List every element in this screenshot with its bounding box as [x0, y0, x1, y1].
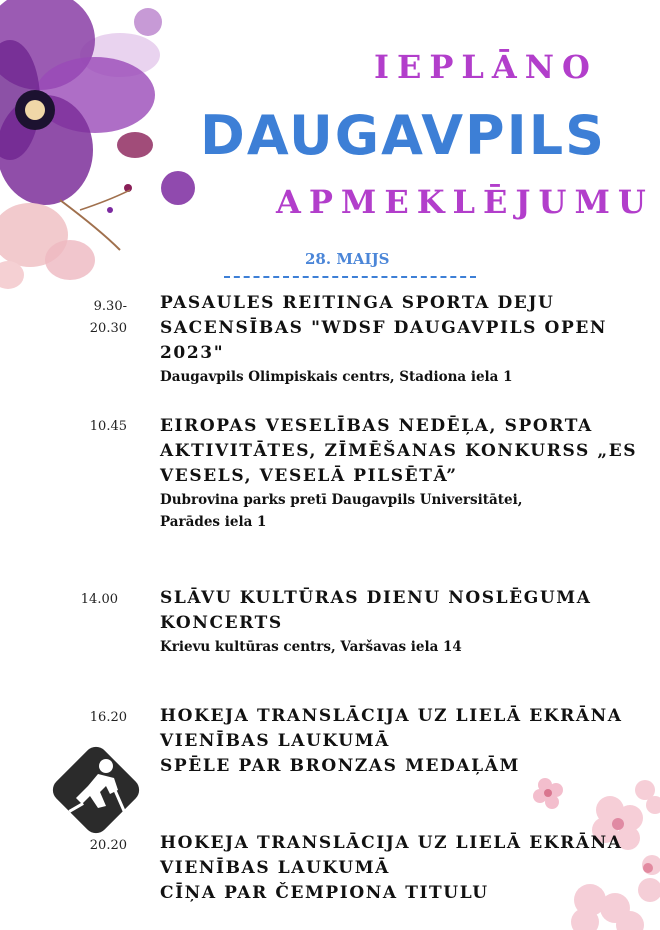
- watercolor-flower-decoration: [0, 0, 200, 300]
- event-location: Dubrovina parks pretī Daugavpils Universitātei, Parādes iela 1: [160, 492, 523, 530]
- event-time: 10.45: [89, 419, 127, 434]
- event-date: 28. MAIJS: [305, 250, 390, 268]
- event-item: [160, 704, 655, 779]
- event-location: Daugavpils Olimpiskais centrs, Stadiona iela 1: [160, 369, 513, 385]
- event-time: 16.20: [89, 710, 127, 725]
- event-title: HOKEJA TRANSLĀCIJA UZ LIELĀ EKRĀNA VIENĪBAS LAUKUMĀ CĪŅA PAR ČEMPIONA TITULU: [160, 833, 623, 903]
- dashed-divider: [224, 276, 476, 278]
- event-title: PASAULES REITINGA SPORTA DEJU SACENSĪBAS "WDSF DAUGAVPILS OPEN 2023": [160, 293, 608, 363]
- event-item: [160, 291, 655, 388]
- title-city: DAUGAVPILS: [200, 104, 607, 167]
- event-location: Krievu kultūras centrs, Varšavas iela 14: [160, 639, 462, 655]
- event-time: 20.20: [89, 838, 127, 853]
- event-title: SLĀVU KULTŪRAS DIENU NOSLĒGUMA KONCERTS: [160, 588, 592, 633]
- title-line-plan: IEPLĀNO: [374, 48, 598, 86]
- event-title: HOKEJA TRANSLĀCIJA UZ LIELĀ EKRĀNA VIENĪBAS LAUKUMĀ SPĒLE PAR BRONZAS MEDAĻĀM: [160, 706, 623, 776]
- event-time: 9.30- 20.30: [89, 299, 127, 336]
- event-time: 14.00: [80, 592, 118, 607]
- event-item: [160, 831, 655, 906]
- event-item: [160, 414, 655, 533]
- hockey-player-icon: [48, 742, 144, 838]
- title-line-visit: APMEKLĒJUMU: [276, 183, 654, 221]
- event-item: [160, 586, 655, 658]
- event-title: EIROPAS VESELĪBAS NEDĒĻA, SPORTA AKTIVITĀTES, ZĪMĒŠANAS KONKURSS „ES VESELS, VESELĀ PILSĒTĀ”: [160, 416, 638, 486]
